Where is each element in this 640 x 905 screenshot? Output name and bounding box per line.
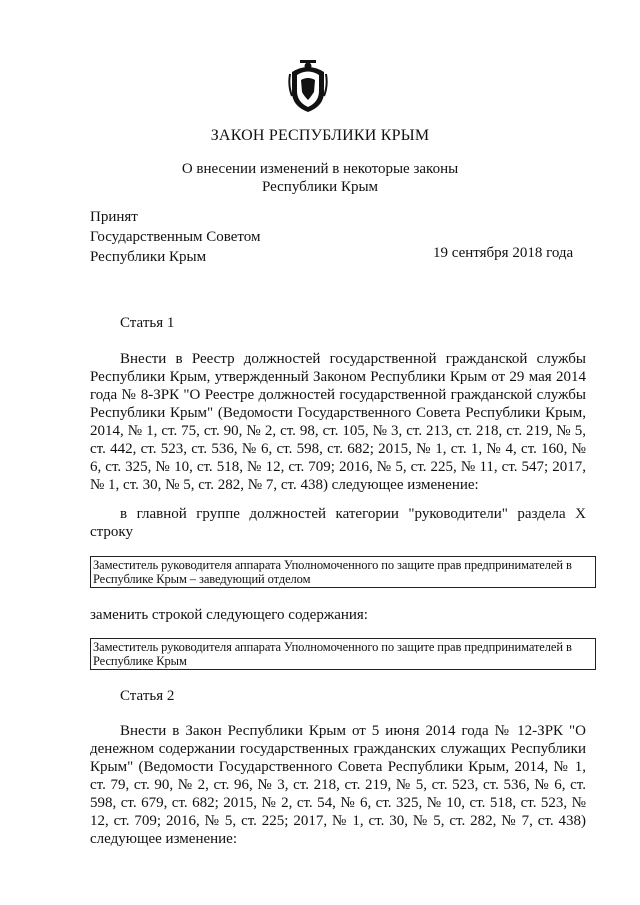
new-position-row: Заместитель руководителя аппарата Уполномоченного по защите прав предпринимателей в Республике Крым	[90, 638, 596, 670]
adoption-date: 19 сентября 2018 года	[433, 245, 574, 261]
article-1-heading: Статья 1	[120, 315, 175, 331]
adoption-block	[90, 207, 261, 267]
adopted-line-1: Принят	[90, 209, 138, 225]
law-subtitle	[0, 160, 640, 196]
adopted-line-2: Государственным Советом	[90, 229, 261, 245]
article-1-paragraph-2: в главной группе должностей категории "руководители" раздела X строку	[90, 506, 586, 540]
crimea-coat-of-arms-emblem	[288, 58, 328, 114]
article-2-paragraph-1: Внести в Закон Республики Крым от 5 июня 2014 года № 12-ЗРК "О денежном содержании государственных гражданских служащих Республики Крым" (Ведомости Государственного Совета Республики Крым, 2014, № 1, ст. 79, ст. 90, № 2, ст. 96, № 3, ст. 218, ст. 219, № 5, ст. 523, ст. 536, № 6, ст. 598, ст. 679, ст. 682; 2015, № 2, ст. 54, № 6, ст. 325, № 10, ст. 518, ст. 523, № 12, ст. 709; 2016, № 5, ст. 225; 2017, № 1, ст. 30, № 5, ст. 282, № 7, ст. 438) следующее изменение:	[90, 723, 586, 847]
old-position-row: Заместитель руководителя аппарата Уполномоченного по защите прав предпринимателей в Республике Крым – заведующий отделом	[90, 556, 596, 588]
article-1-paragraph-1: Внести в Реестр должностей государственной гражданской службы Республики Крым, утвержденный Законом Республики Крым от 29 мая 2014 года № 8-ЗРК "О Реестре должностей государственной гражданской службы Республики Крым" (Ведомости Государственного Совета Республики Крым, 2014, № 1, ст. 75, ст. 90, № 2, ст. 98, ст. 105, № 3, ст. 213, ст. 218, ст. 219, № 5, ст. 442, ст. 523, ст. 536, № 6, ст. 598, ст. 682; 2015, № 1, ст. 1, № 4, ст. 160, № 6, ст. 325, № 10, ст. 518, № 12, ст. 709; 2016, № 5, ст. 225, № 11, ст. 547; 2017, № 1, ст. 30, № 5, ст. 282, № 7, ст. 438) следующее изменение:	[90, 351, 586, 493]
adopted-line-3: Республики Крым	[90, 249, 207, 265]
subtitle-line-1: О внесении изменений в некоторые законы	[181, 161, 459, 177]
replace-instruction: заменить строкой следующего содержания:	[90, 607, 368, 623]
article-2-heading: Статья 2	[120, 688, 175, 704]
law-title: ЗАКОН РЕСПУБЛИКИ КРЫМ	[210, 127, 430, 144]
subtitle-line-2: Республики Крым	[261, 179, 379, 195]
